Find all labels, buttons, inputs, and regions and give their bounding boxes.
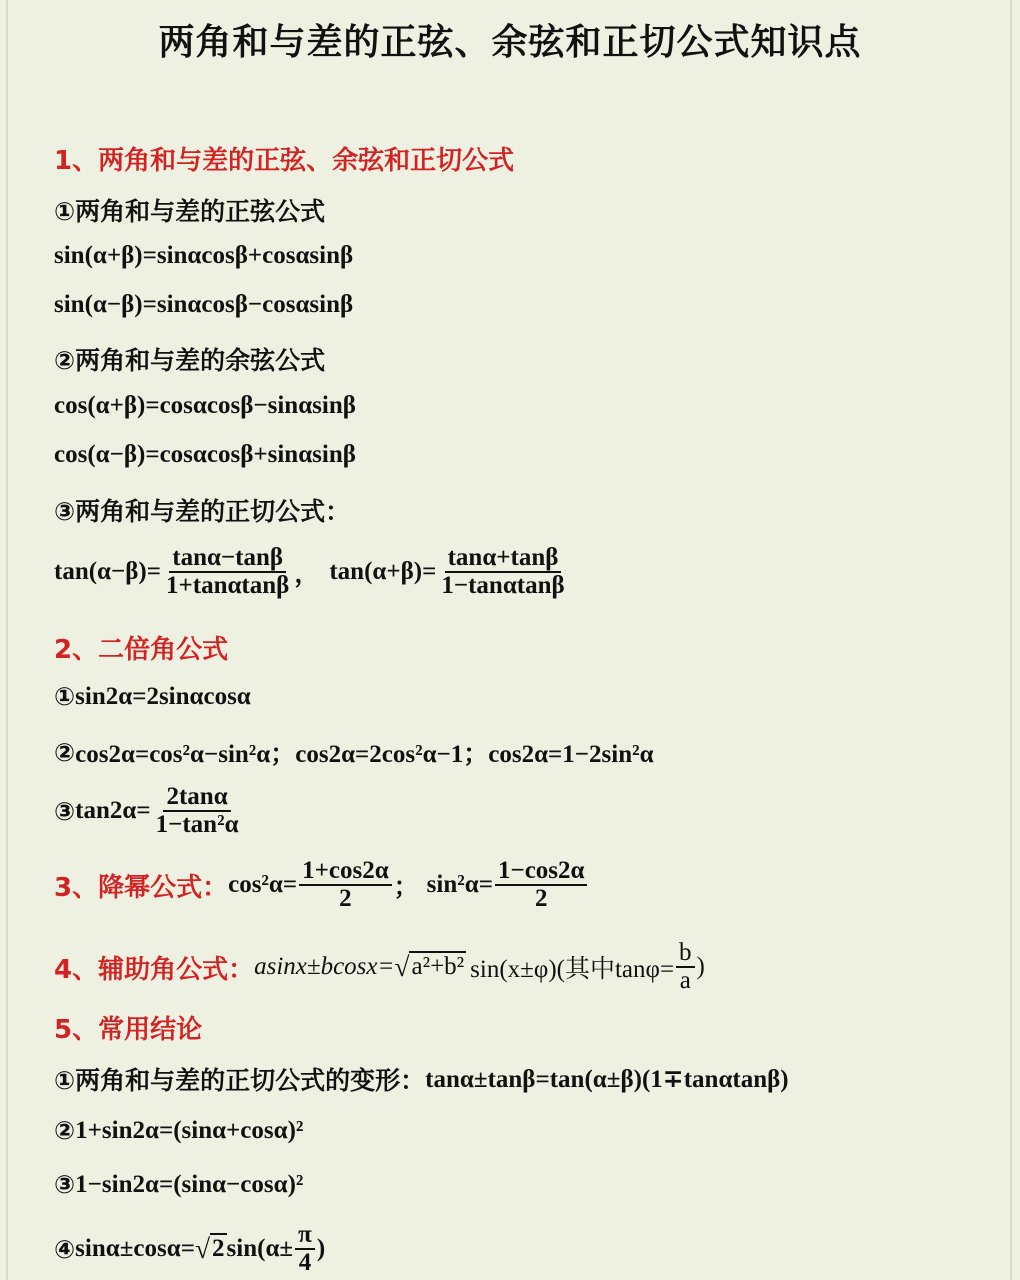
cosine-sum-formula: cos(α+β)=cosαcosβ−sinαsinβ xyxy=(54,392,356,419)
tan-diff-fraction xyxy=(163,545,292,600)
sine-sum-formula: sin(α+β)=sinαcosβ+cosαsinβ xyxy=(54,242,354,269)
formula-text: sin2α=2sinαcosα xyxy=(75,682,251,710)
formula-rhs: sin(x±φ)(其中tanφ= xyxy=(470,956,675,984)
fraction xyxy=(153,784,242,839)
separator: ， xyxy=(294,559,320,589)
tangent-transform-line xyxy=(54,1061,789,1097)
denominator: 1−tan²α xyxy=(155,811,239,839)
numerator: 1+cos2α xyxy=(299,858,392,886)
double-tangent-formula xyxy=(54,784,244,839)
fraction xyxy=(295,1222,315,1277)
sine-diff-formula: sin(α−β)=sinαcosβ−cosαsinβ xyxy=(54,291,354,318)
radical-icon: √ xyxy=(194,1233,211,1265)
cosine-diff-formula: cos(α−β)=cosαcosβ+sinαsinβ xyxy=(54,441,356,468)
conclusion-2 xyxy=(54,1116,303,1145)
radicand: a²+b² xyxy=(411,953,465,981)
denominator: 1−tanαtanβ xyxy=(441,572,565,600)
section-3-line xyxy=(54,858,589,913)
formula-lhs: asinx±bcosx= xyxy=(254,953,395,981)
fraction xyxy=(495,858,588,913)
tan-diff-lhs: tan(α−β)= xyxy=(54,558,161,586)
denominator: a xyxy=(679,967,691,995)
section-4-heading: 4、辅助角公式： xyxy=(54,954,255,985)
closing-paren: ) xyxy=(696,953,705,981)
circled-number: ③ xyxy=(54,796,76,826)
section-4-line xyxy=(54,940,705,995)
tan-sum-fraction xyxy=(438,545,567,600)
cosine-subheading: ②两角和与差的余弦公式 xyxy=(54,346,326,375)
formula-lhs: tan2α= xyxy=(75,797,151,825)
circled-number: ① xyxy=(54,682,76,711)
formula-text: tanα±tanβ=tan(α±β)(1∓tanαtanβ) xyxy=(425,1066,789,1093)
page-title: 两角和与差的正弦、余弦和正切公式知识点 xyxy=(158,22,862,62)
section-1-heading: 1、两角和与差的正弦、余弦和正切公式 xyxy=(54,146,515,176)
formula-rhs: sin(α± xyxy=(226,1235,294,1263)
fraction xyxy=(299,858,392,913)
formula-text: cos2α=cos²α−sin²α；cos2α=2cos²α−1；cos2α=1−2sin²α xyxy=(75,741,654,768)
tangent-formulas xyxy=(54,545,570,600)
conclusion-4 xyxy=(54,1222,325,1277)
section-2-heading: 2、二倍角公式 xyxy=(54,635,229,665)
numerator: 2tanα xyxy=(163,784,230,812)
sine-subheading: ①两角和与差的正弦公式 xyxy=(54,197,326,226)
section-3-heading: 3、降幂公式： xyxy=(54,872,229,903)
radicand: 2 xyxy=(212,1235,225,1263)
tan-sum-lhs: tan(α+β)= xyxy=(329,558,437,586)
formula-lhs: cos²α= xyxy=(228,871,298,899)
label: ①两角和与差的正切公式的变形： xyxy=(54,1066,426,1095)
square-root xyxy=(394,951,466,983)
closing-paren: ) xyxy=(316,1235,326,1263)
separator: ； xyxy=(393,872,419,902)
numerator: b xyxy=(676,940,695,968)
formula-text: 1+sin2α=(sinα+cosα)² xyxy=(75,1116,304,1144)
double-sine-formula xyxy=(54,682,251,711)
section-5-heading: 5、常用结论 xyxy=(54,1015,203,1045)
formula-text: 1−sin2α=(sinα−cosα)² xyxy=(75,1170,304,1198)
denominator: 4 xyxy=(298,1249,312,1277)
numerator: tanα−tanβ xyxy=(169,545,286,573)
double-cosine-formula xyxy=(54,734,654,770)
circled-number: ② xyxy=(54,1116,76,1145)
formula-lhs: sin²α= xyxy=(426,871,493,899)
fraction xyxy=(676,940,695,995)
tangent-subheading: ③两角和与差的正切公式： xyxy=(54,497,351,526)
radical-icon: √ xyxy=(394,951,410,983)
numerator: 1−cos2α xyxy=(495,858,588,886)
circled-number: ④ xyxy=(54,1234,76,1264)
circled-number: ② xyxy=(54,737,76,767)
formula-lhs: sinα±cosα= xyxy=(75,1235,195,1263)
numerator: π xyxy=(295,1222,315,1250)
denominator: 2 xyxy=(339,885,352,913)
denominator: 1+tanαtanβ xyxy=(166,572,290,600)
circled-number: ③ xyxy=(54,1170,76,1199)
denominator: 2 xyxy=(534,885,548,913)
square-root xyxy=(195,1233,227,1265)
conclusion-3 xyxy=(54,1170,303,1199)
numerator: tanα+tanβ xyxy=(445,545,562,573)
